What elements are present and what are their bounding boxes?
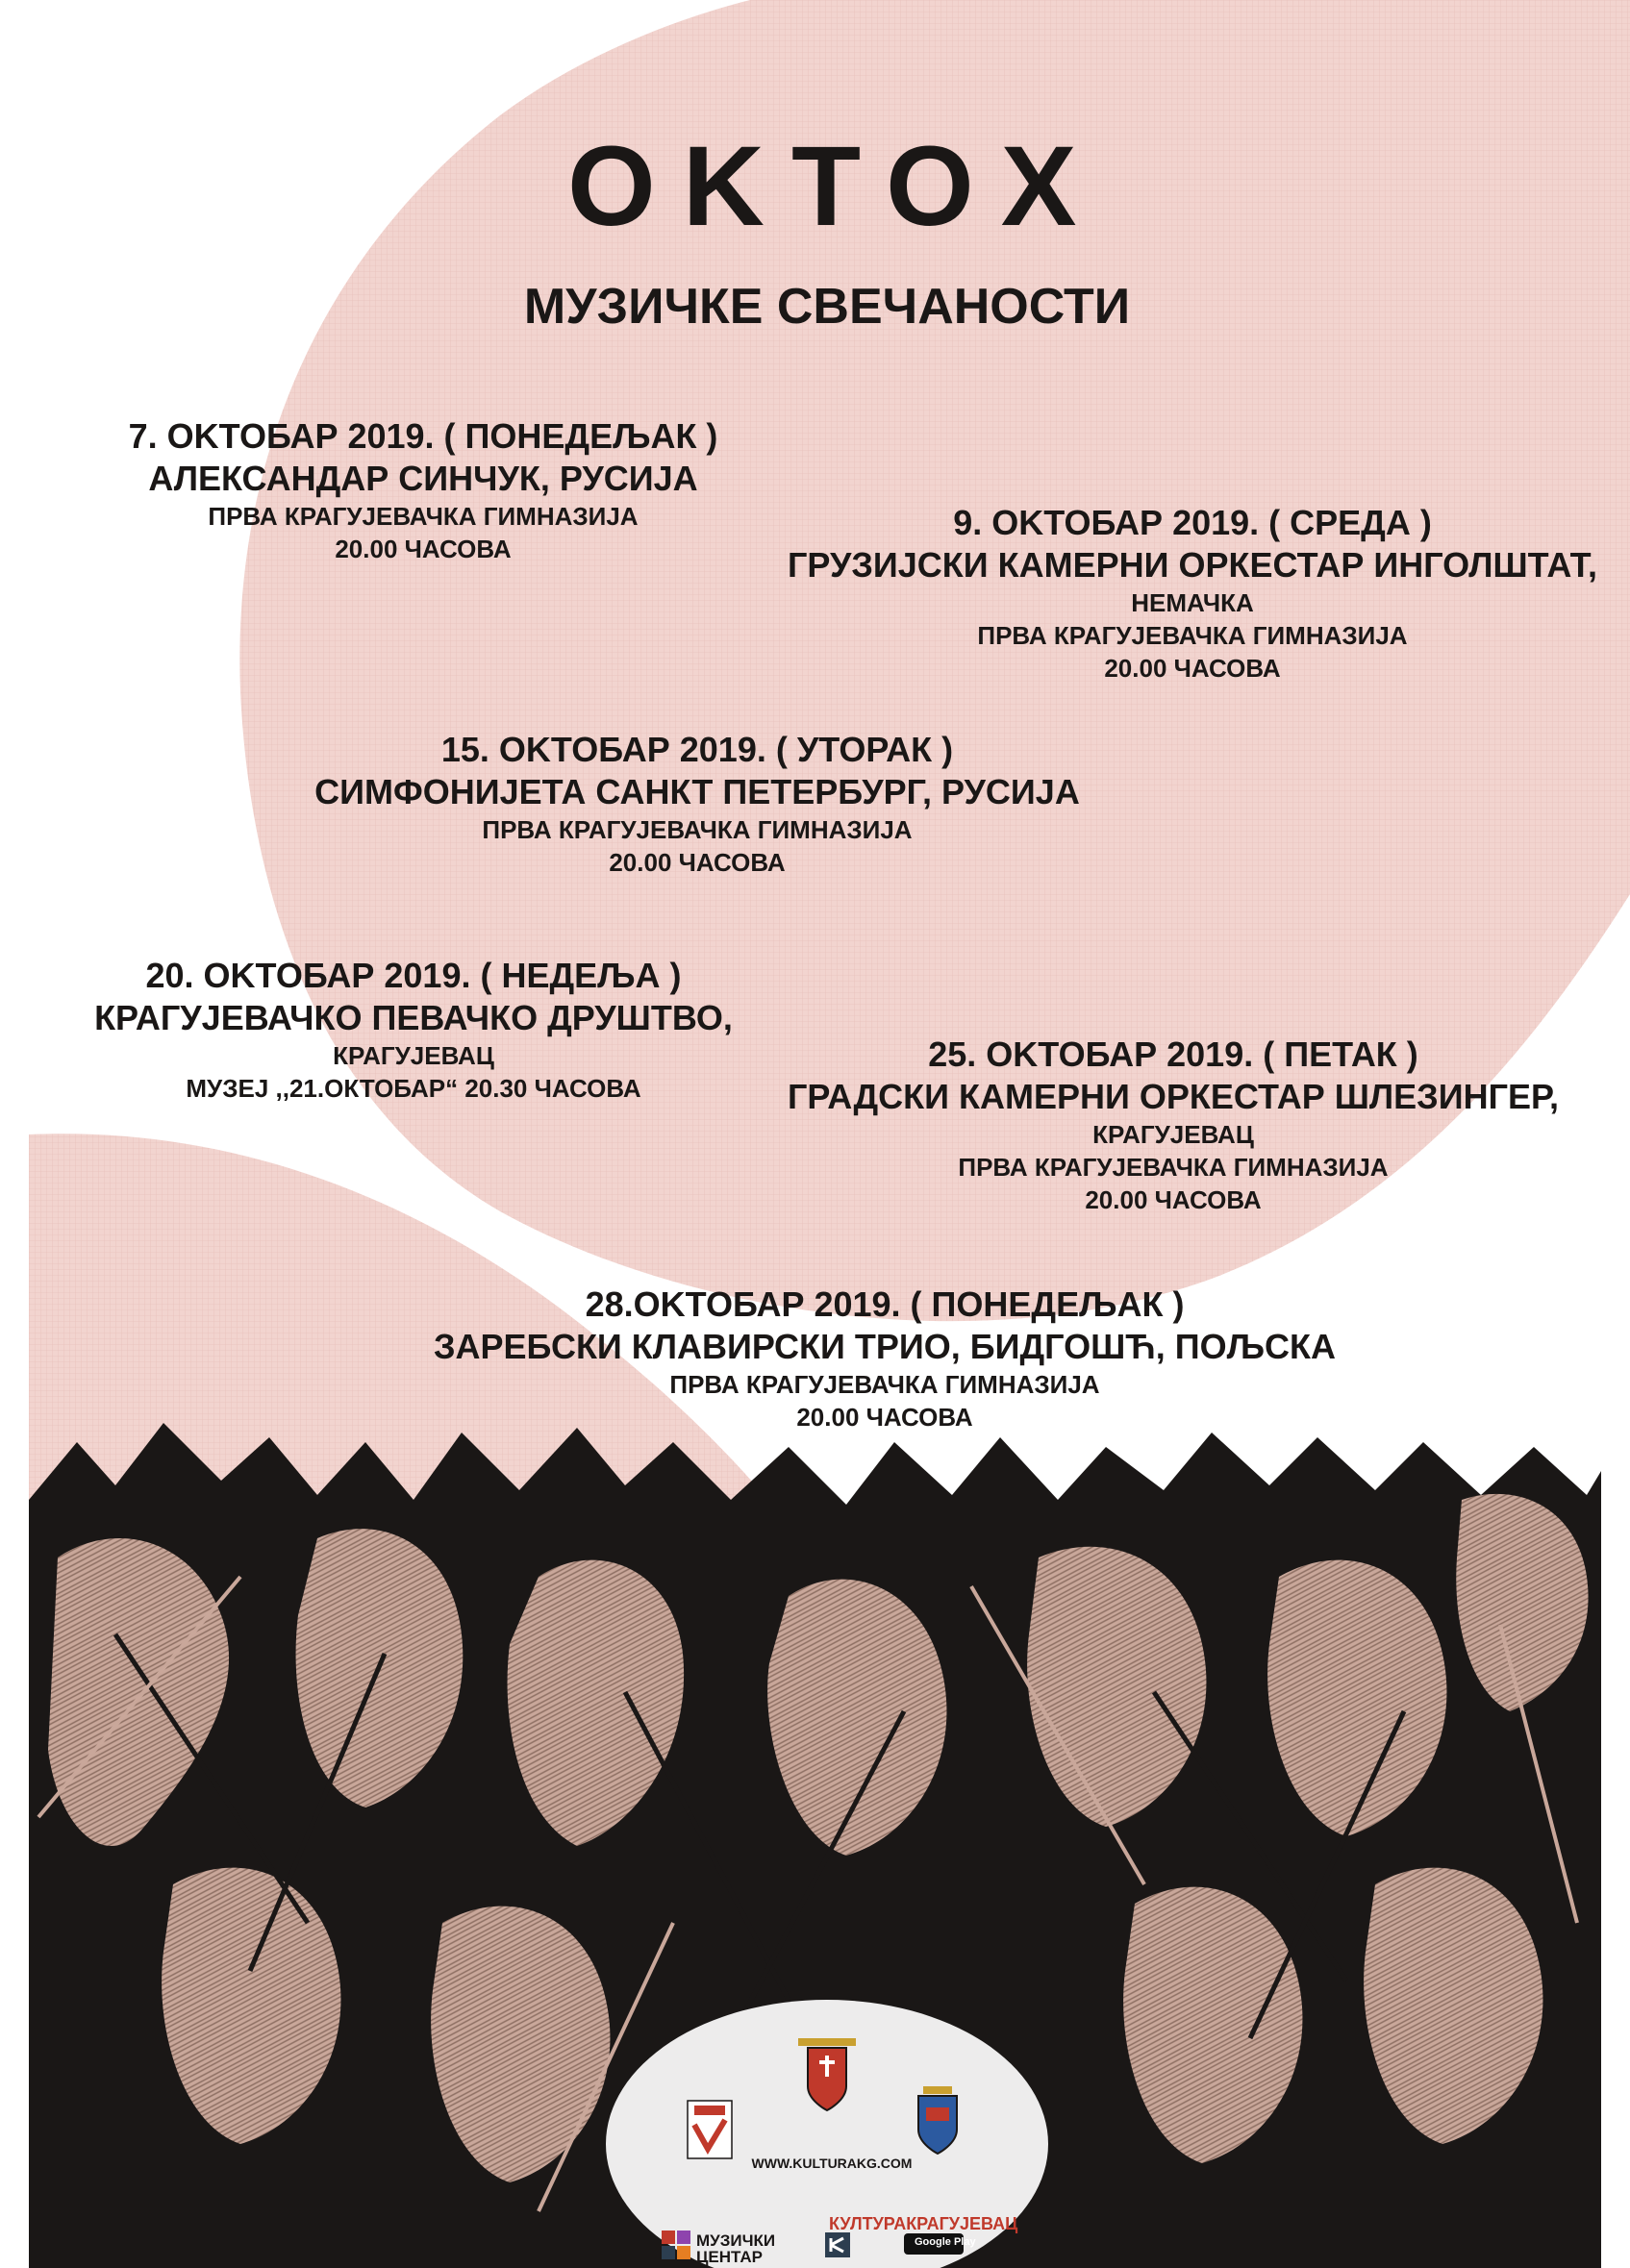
music-center-line1: МУЗИЧКИ	[696, 2231, 776, 2250]
event-5	[750, 1034, 1596, 1216]
google-play-label: Google Play	[915, 2236, 976, 2248]
event-venue: ПРВА КРАГУЈЕВАЧКА ГИМНАЗИЈА	[669, 1370, 1100, 1399]
event-time: 20.00 ЧАСОВА	[796, 1403, 973, 1432]
music-center-icon	[662, 2231, 690, 2259]
ministry-crest-icon	[798, 2038, 856, 2110]
kultura-kg-icon	[825, 2232, 850, 2257]
website-url: WWW.KULTURAKG.COM	[751, 2156, 913, 2171]
event-country: КРАГУЈЕВАЦ	[333, 1041, 494, 1070]
event-venue: ПРВА КРАГУЈЕВАЧКА ГИМНАЗИЈА	[977, 621, 1408, 650]
event-time: 20.00 ЧАСОВА	[1085, 1185, 1262, 1214]
event-date: 20. OKTOБАР 2019. ( НЕДЕЉА )	[145, 956, 682, 995]
event-1	[96, 415, 750, 565]
event-time: 20.00 ЧАСОВА	[1104, 654, 1281, 683]
music-center-label	[696, 2232, 775, 2265]
event-2	[760, 502, 1625, 685]
red-emblem-icon	[688, 2101, 732, 2158]
event-venue: ПРВА КРАГУЈЕВАЧКА ГИМНАЗИЈА	[482, 815, 913, 844]
event-date: 7. OKTOБАР 2019. ( ПОНЕДЕЉАК )	[128, 416, 718, 456]
music-center-line2: ЦЕНТАР	[696, 2248, 763, 2266]
event-performer: ЗАРЕБСКИ КЛАВИРСКИ ТРИО, БИДГОШЋ, ПОЉСКА	[433, 1327, 1336, 1366]
event-venue: ПРВА КРАГУЈЕВАЧКА ГИМНАЗИЈА	[208, 502, 639, 531]
event-time: 20.00 ЧАСОВА	[609, 848, 786, 877]
event-date: 25. OKTOБАР 2019. ( ПЕТАК )	[928, 1034, 1418, 1074]
event-country: КРАГУЈЕВАЦ	[1092, 1120, 1254, 1149]
event-performer: ГРУЗИЈСКИ КАМЕРНИ ОРКЕСТАР ИНГОЛШТАТ,	[788, 545, 1597, 585]
poster-title: OKTOX	[567, 123, 1104, 250]
event-date: 15. OKTOБАР 2019. ( УТОРАК )	[440, 730, 954, 769]
event-6	[404, 1284, 1366, 1433]
event-performer: СИМФОНИЈЕТА САНКТ ПЕТЕРБУРГ, РУСИЈА	[314, 772, 1080, 811]
event-time: 20.00 ЧАСОВА	[335, 535, 512, 563]
poster-subtitle: МУЗИЧКЕ СВЕЧАНОСТИ	[523, 279, 1131, 335]
event-performer: ГРАДСКИ КАМЕРНИ ОРКЕСТАР ШЛЕЗИНГЕР,	[787, 1077, 1560, 1116]
city-crest-icon	[918, 2086, 957, 2154]
event-venue-time: МУЗЕЈ ,,21.ОКТОБАР“ 20.30 ЧАСОВА	[186, 1074, 641, 1103]
kultura-kg-label: КУЛТУРАКРАГУЈЕВАЦ	[829, 2214, 1018, 2233]
event-venue: ПРВА КРАГУЈЕВАЧКА ГИМНАЗИЈА	[958, 1153, 1389, 1182]
event-date: 9. OKTOБАР 2019. ( СРЕДА )	[953, 503, 1432, 542]
event-performer: АЛЕКСАНДАР СИНЧУК, РУСИЈА	[148, 459, 698, 498]
event-country: НЕМАЧКА	[1131, 588, 1254, 617]
event-3	[298, 729, 1096, 879]
event-4	[67, 955, 760, 1105]
event-performer: КРАГУЈЕВАЧКО ПЕВАЧКО ДРУШТВО,	[94, 998, 733, 1037]
event-date: 28.OKTOБАР 2019. ( ПОНЕДЕЉАК )	[585, 1284, 1185, 1324]
